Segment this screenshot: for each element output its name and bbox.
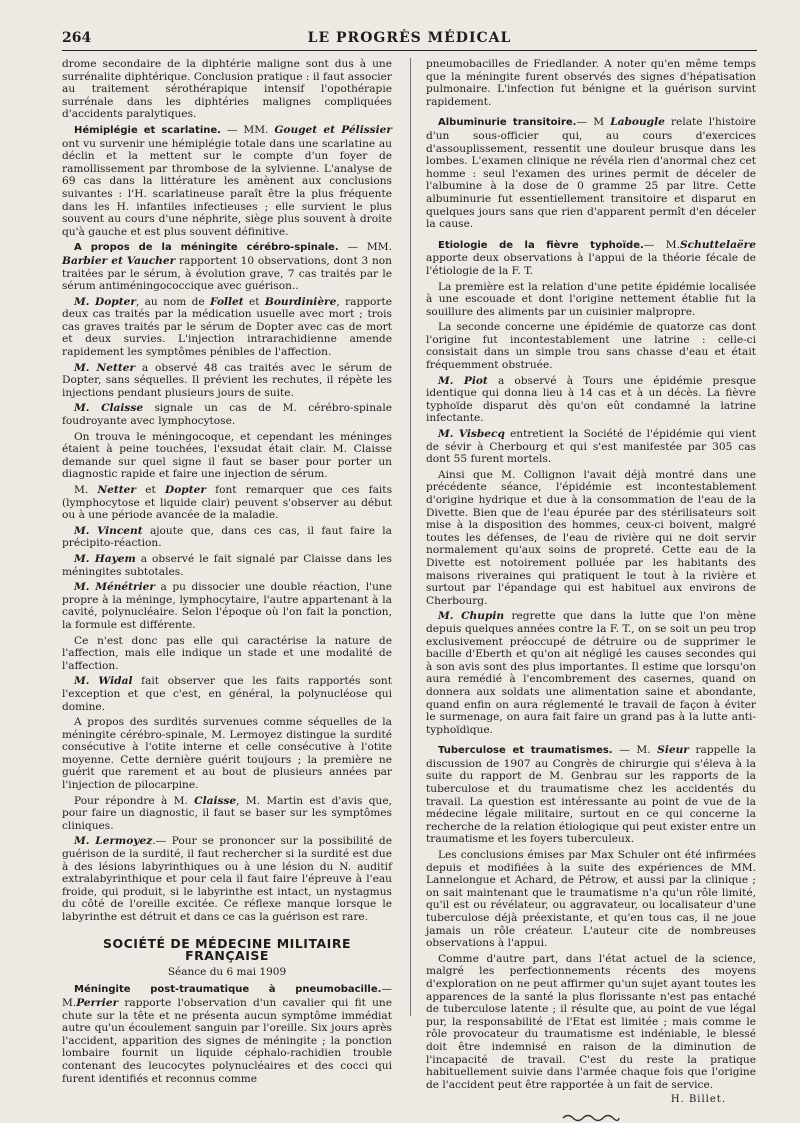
paragraph: pneumobacilles de Friedlander. A noter qu'en même temps que la méningite furent observés des signes d'hépatisation pulmonaire. L'infection fut bénigne et la guérison survint rapidement.	[426, 58, 756, 108]
paragraph: M. Netter a observé 48 cas traités avec le sérum de Dopter, sans séquelles. Il prévient les rechutes, il répète les injections pendant plusieurs jours de suite.	[62, 361, 392, 399]
paragraph: drome secondaire de la diphtérie maligne sont dus à une surrénalite diphtérique. Conclusion pratique : il faut associer au traitement sérothérapique intensif l'opothérapie surrénale dans les diphtéries malignes compliquées d'accidents paralytiques.	[62, 58, 392, 121]
journal-title: LE PROGRÈS MÉDICAL	[307, 30, 512, 46]
right-column	[426, 58, 756, 1106]
paragraph: M. Widal fait observer que les faits rapportés sont l'exception et que c'est, en général, la polynucléose qui domine.	[62, 675, 392, 713]
paragraph: A propos des surdités survenues comme séquelles de la méningite cérébro-spinale, M. Lermoyez distingue la surdité consécutive à l'otite interne et celle consécutive à l'otite moyenne. Cette dernière guérit toujours ; la première ne guérit que rarement et au bout de plusieurs années par l'injection de pilocarpine.	[62, 716, 392, 792]
paragraph-tuberculose: Tuberculose et traumatismes. — M. Sieur rappelle la discussion de 1907 au Congrès de chirurgie qui s'éleva à la suite du rapport de M. Genbrau sur les rapports de la tuberculose et du traumatisme chez les accidentés du travail. La question est intéressante au point de vue de la médecine légale militaire, surtout en ce qui concerne la recherche de la relation étiologique qui peut exister entre un traumatisme et les foyers tuberculeux.	[426, 744, 756, 846]
author-names: Gouget et Pélissier	[274, 123, 392, 136]
paragraph-typhoide: Etiologie de la fièvre typhoïde.— M.Schuttelaëre apporte deux observations à l'appui de la théorie fécale de l'étiologie de la F. T.	[426, 238, 756, 277]
paragraph: M. Dopter, au nom de Follet et Bourdinière, rapporte deux cas traités par la médication usuelle avec mort ; trois cas graves traités par le sérum de Dopter avec cas de mort et deux survies. L'injection intrarachidienne amende rapidement les symptômes pénibles de l'affection.	[62, 295, 392, 359]
section-title: SOCIÉTÉ DE MÉDECINE MILITAIRE FRANÇAISE	[103, 935, 351, 964]
paragraph: M. Vincent ajoute que, dans ces cas, il faut faire la précipito-réaction.	[62, 524, 392, 550]
paragraph: M. Piot a observé à Tours une épidémie presque identique qui donna lieu à 14 cas et à un décès. La fièvre typhoïde disparut dès qu'on eût condamné la latrine infectante.	[426, 374, 756, 425]
article-heading: Etiologie de la fièvre typhoïde.	[438, 239, 644, 251]
author-names: Barbier et Vaucher	[62, 254, 176, 267]
paragraph: Ainsi que M. Collignon l'avait déjà montré dans une précédente séance, l'épidémie est incontestablement d'origine hydrique et due à la consommation de l'eau de la Divette. Bien que de l'eau épurée par des stérilisateurs soit mise à la disposition des hommes, ceux-ci boivent, malgré toutes les défenses, de l'eau de rivière qui ne doit servir normalement qu'aux soins de propreté. Cette eau de la Divette est notoirement polluée par les habitants des maisons riveraines qui pratiquent le tout à la rivière et surtout par l'épandage qui est habituel aux environs de Cherbourg.	[426, 468, 756, 607]
paragraph-post-traumatique: Méningite post-traumatique à pneumobacille.—M.Perrier rapporte l'observation d'un cavalier qui fit une chute sur la tête et ne présenta aucun symptôme immédiat autre qu'un écoulement sanguin par l'oreille. Six jours après l'accident, apparition des signes de méningite ; la ponction lombaire fournit un liquide céphalo-rachidien trouble contenant des leucocytes polynucléaires et des cocci qui furent identifiés et reconnus comme	[62, 983, 392, 1085]
article-heading: A propos de la méningite cérébro-spinale.	[74, 242, 339, 254]
paragraph: M. Netter et Dopter font remarquer que ces faits (lymphocytose et liquide clair) peuvent s'observer au début ou à une période avancée de la maladie.	[62, 484, 393, 522]
page-number: 264	[62, 30, 92, 46]
end-ornament	[561, 1113, 621, 1123]
paragraph: Pour répondre à M. Claisse, M. Martin est d'avis que, pour faire un diagnostic, il faut se baser sur les symptômes cliniques.	[62, 794, 392, 832]
article-heading: Hémiplégie et scarlatine.	[74, 124, 221, 136]
paragraph-albuminurie: Albuminurie transitoire.— M Labougle relate l'histoire d'un sous-officier qui, au cours d'exercices d'assouplissement, ressentit une douleur brusque dans les lombes. L'examen clinique ne révéla rien d'anormal chez cet homme : seul l'examen des urines permit de déceler de l'albumine à la dose de 0 gramme 25 par litre. Cette albuminurie fut essentiellement transitoire et disparut en quelques jours sans que rien d'apparent permît d'en déceler la cause.	[426, 116, 756, 231]
paragraph: M. Claisse signale un cas de M. cérébro-spinale foudroyante avec lymphocytose.	[62, 402, 392, 428]
paragraph: M. Visbecq entretient la Société de l'épidémie qui vient de sévir à Cherbourg et qui s'est manifestée par 305 cas dont 55 furent mortels.	[426, 428, 756, 466]
session-date: Séance du 6 mai 1909	[167, 965, 287, 978]
paragraph: La seconde concerne une épidémie de quatorze cas dont l'origine fut incontestablement une latrine : celle-ci consistait dans un simple trou sans chasse d'eau et était fréquemment obstruée.	[426, 321, 756, 372]
article-heading: Tuberculose et traumatismes.	[438, 745, 613, 757]
paragraph: Les conclusions émises par Max Schuler ont été infirmées depuis et modifiées à la suite des expériences de MM. Lannelongue et Achard, de Pétrow, et aussi par la clinique ; on sait maintenant que le traumatisme n'a qu'un rôle limité, qu'il est ou révélateur, ou aggravateur, ou localisateur d'une tuberculose déjà préexistante, et qu'en tous cas, il ne joue jamais un rôle créateur. L'auteur cite de nombreuses observations à l'appui.	[426, 849, 756, 950]
paragraph-hemiplegie: Hémiplégie et scarlatine. — MM. Gouget et Pélissier ont vu survenir une hémiplégie totale dans une scarlatine au déclin et la mettent sur le compte d'un foyer de ramollissement par thrombose de la sylvienne. L'analyse de 69 cas dans la littérature les amènent aux conclusions suivantes : l'H. scarlatineuse paraît être la plus fréquente dans les H. infantiles infectieuses ; elle survient le plus souvent au cours d'une néphrite, siège plus souvent à droite qu'à gauche et est plus souvent définitive.	[62, 123, 392, 238]
paragraph: La première est la relation d'une petite épidémie localisée à une escouade et dont l'origine nettement établie fut la souillure des aliments par un cuisinier malpropre.	[426, 280, 756, 318]
paragraph-meningite: A propos de la méningite cérébro-spinale. — MM. Barbier et Vaucher rapportent 10 observations, dont 3 non traitées par le sérum, à évolution grave, 7 cas traités par le sérum antiméningococcique avec guérison..	[62, 241, 393, 293]
paragraph: M. Ménétrier a pu dissocier une double réaction, l'une propre à la méninge, lymphocytaire, l'autre appartenant à la cavité, polynucléaire. Selon l'époque où l'on fait la ponction, la formule est différente.	[62, 581, 392, 631]
left-column	[62, 58, 393, 1085]
paragraph: M. Hayem a observé le fait signalé par Claisse dans les méningites subtotales.	[62, 552, 392, 578]
article-heading: Méningite post-traumatique à pneumobacille.	[74, 984, 382, 996]
paragraph: M. Chupin regrette que dans la lutte que l'on mène depuis quelques années contre la F. T., on se soit un peu trop exclusivement préoccupé de détruire ou de supprimer le bacille d'Eberth et qu'on ait négligé les causes secondes qui à son avis sont des plus importantes. Il estime que lorsqu'on aura remédié à l'encombrement des casernes, quand on donnera aux soldats une alimentation saine et abondante, quand enfin on aura réglementé le travail de façon à éviter le surmenage, on aura fait faire un grand pas à la lutte anti-typhoïdique.	[426, 610, 756, 736]
paragraph: Ce n'est donc pas elle qui caractérise la nature de l'affection, mais elle indique un stade et une modalité de l'affection.	[62, 634, 392, 672]
paragraph: Comme d'autre part, dans l'état actuel de la science, malgré les perfectionnements récents des moyens d'exploration on ne peut affirmer qu'un sujet ayant toutes les apparences de la santé la plus florissante n'est pas entaché de tuberculose latente ; il résulte que, au point de vue légal pur, la responsabilité de l'Etat est limitée ; mais comme le rôle provocateur du traumatisme est indéniable, le blessé doit être indemnisé en raison de la diminution de l'incapacité de travail. C'est du reste la pratique habituellement suivie dans l'armée chaque fois que l'origine de l'accident peut être rapportée à un fait de service.	[426, 952, 756, 1091]
article-heading: Albuminurie transitoire.	[438, 117, 577, 129]
paragraph: On trouva le méningocoque, et cependant les méninges étaient à peine touchées, l'exsudat était clair. M. Claisse demande sur quel signe il faut se baser pour porter un diagnostic rapide et faire une injection de sérum.	[62, 430, 392, 481]
column-divider	[410, 58, 411, 1016]
paragraph: M. Lermoyez.— Pour se prononcer sur la possibilité de guérison de la surdité, il faut rechercher si la surdité est due à des lésions labyrinthiques ou à une lésion du N. auditif extralabyrinthique et pour cela il faut faire l'épreuve à l'eau froide, qui produit, si le labyrinthe est intact, un nystagmus du côté de l'oreille excitée. Ce réflexe manque lorsque le labyrinthe est détruit et dans ce cas la guérison est rare.	[62, 835, 392, 923]
running-header	[62, 28, 757, 51]
author-signature: H. Billet.	[670, 1094, 726, 1106]
